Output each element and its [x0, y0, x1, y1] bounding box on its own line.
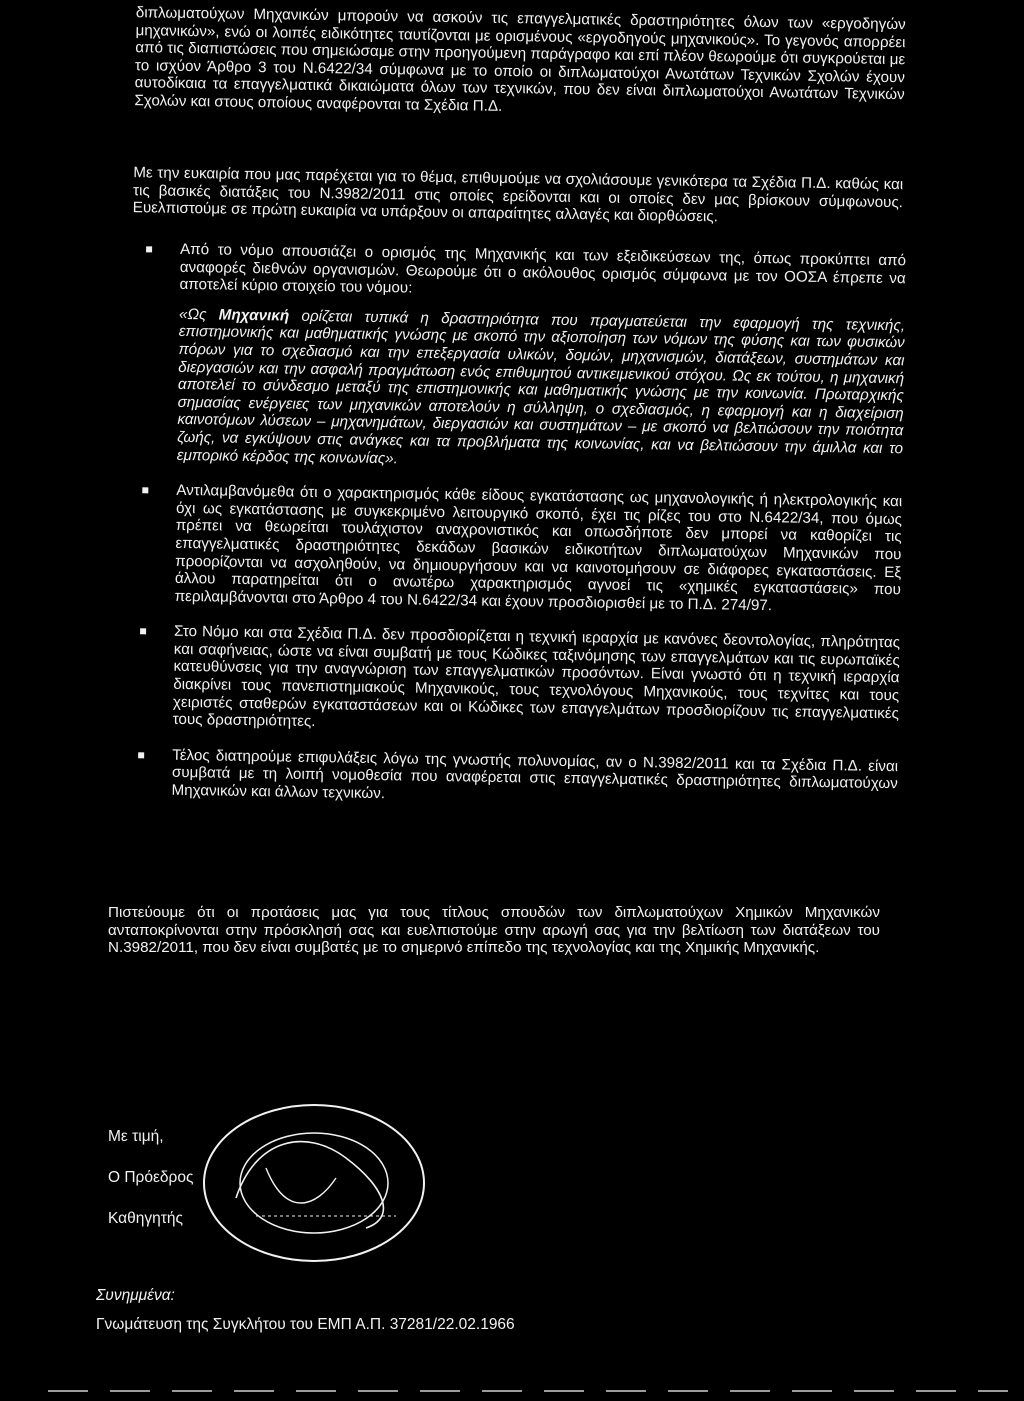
quote-term: Μηχανική — [218, 306, 290, 325]
bullet-text: Αντιλαμβανόμεθα ότι ο χαρακτηρισμός κάθε είδους εγκατάστασης ως μηχανολογικής ή ηλεκτρολογικής και όχι ως εγκατάστασης με συγκεκριμένο λειτουργικό σκοπό, έχει τις ρίζες του στο Ν.6422/34, που όμως πρέπει να θεωρείται τουλάχιστον αναχρονιστικός και οπωσδήποτε δεν μπορεί να καθορίζει τις επαγγελματικές δραστηριότητες δεκάδων βασικών ειδικοτήτων διπλωματούχων Μηχανικών που προορίζονται να ασχοληθούν, να δημιουργήσουν και να καινοτομήσουν σε διάφορες εγκαταστάσεις. Εξ άλλου παρατηρείται ότι ο ανωτέρω χαρακτηρισμός αγνοεί τις «χημικές εγκαταστάσεις» που περιλαμβάνονται στο Άρθρο 4 του Ν.6422/34 και έχουν προσδιορισθεί με το Π.Δ. 274/97. — [174, 481, 903, 614]
closing-paragraph: Πιστεύουμε ότι οι προτάσεις μας για τους τίτλους σπουδών των διπλωματούχων Χημικών Μηχανικών ανταποκρίνονται στην πρόσκλησή σας και ευελπιστούμε στην αρωγή σας για την βελτίωση των διατάξεων του Ν.3982/2011, που δεν είναι συμβατές με το σημερινό επίπεδο της τεχνολογίας και της Χημικής Μηχανικής. — [108, 904, 880, 957]
bullet-text: Στο Νόμο και στα Σχέδια Π.Δ. δεν προσδιορίζεται η τεχνική ιεραρχία με κανόνες δεοντολογίας, πληρότητας και σαφήνειας, ώστε να είναι συμβατή με τους Κώδικες ταξινόμησης των επαγγελμάτων και τις ευρωπαϊκές κατευθύνσεις για την αναγνώριση των επαγγελματικών προσόντων. Είναι γνωστό ότι η τεχνική ιεραρχία διακρίνει τους πανεπιστημιακούς Μηχανικούς, τους τεχνολόγους Μηχανικούς, τους τεχνίτες και τους χειριστές σταθερών εγκαταστάσεων και οι Κώδικες των επαγγελμάτων προσδιορίζουν τις επαγγελματικές τους δραστηριότητες. — [172, 623, 901, 731]
quote-open: «Ως — [178, 305, 219, 324]
top-paragraph: διπλωματούχων Μηχανικών μπορούν να ασκούν τις επαγγελματικές δραστηριότητες όλων των «εργοδηγών μηχανικών», ενώ οι λοιπές ειδικότητες ταυτίζονται με ορισμένους «εργοδηγούς μηχανικούς». Το γεγονός απορρέει από τις διαπιστώσεις που σημειώσαμε στην προηγούμενη παράγραφο και επί πλέον θεωρούμε ότι συγκρούεται με το ισχύον Άρθρο 3 του Ν.6422/34 σύμφωνα με το οποίο οι διπλωματούχοι Ανωτάτων Τεχνικών Σχολών έχουν αυτοδίκαια τα επαγγελματικά δικαιώματα όλων των τεχνικών, που δεν είναι διπλωματούχοι Ανωτάτων Τεχνικών Σχολών και στους οποίους αναφέρονται τα Σχέδια Π.Δ. — [134, 4, 906, 115]
bullet-marker-icon — [138, 752, 144, 758]
bullet-list — [137, 240, 906, 828]
signature-greeting: Με τιμή, — [108, 1128, 164, 1145]
university-stamp-icon — [196, 1098, 432, 1268]
bullet-item-hierarchy — [139, 623, 901, 740]
footer-divider — [48, 1389, 1008, 1393]
bullet-marker-icon — [142, 487, 148, 493]
bullet-item-definition — [143, 240, 906, 475]
bullet-item-reservations — [137, 746, 898, 811]
second-paragraph: Με την ευκαιρία που μας παρέχεται για το θέμα, επιθυμούμε να σχολιάσουμε γενικότερα τα Σχέδια Π.Δ. καθώς και τις βασικές διατάξεις του Ν.3982/2011 στις οποίες ερείδονται και οι οποίες δεν μας βρίσκουν σύμφωνους. Ευελπιστούμε σε πρώτη ευκαιρία να υπάρξουν οι απαραίτητες αλλαγές και διορθώσεις. — [132, 164, 904, 226]
quote-body: ορίζεται τυπικά η δραστηριότητα που πραγματεύεται την εφαρμογή της τεχνικής, επιστημονικής και μαθηματικής γνώσης με σκοπό την αξιοποίηση των νόμων της φύσης και των φυσικών πόρων για το σχεδιασμό και την επεξεργασία υλικών, δομών, μηχανισμών, διατάξεων, συστημάτων και διεργασιών και την ασφαλή πραγμάτωση ενός επιθυμητού αντικειμενικού στόχου. Ως εκ τούτου, η μηχανική αποτελεί το σύνδεσμο μεταξύ της επιστημονικής και μαθηματικής γνώσης με την κοινωνία. Πρωταρχικής σημασίας ενέργειες των μηχανικών αποτελούν η σύλληψη, ο σχεδιασμός, η εφαρμογή και η διαχείριση καινοτόμων λύσεων – μηχανημάτων, διεργασιών και συστημάτων – με σκοπό να βελτιώσουν την ποιότητα ζωής, να εγκύψουν στις ανάγκες και τα προβλήματα της κοινωνίας, και να βελτιώσουν την άμιλλα και το εμπορικό κέρδος της κοινωνίας». — [176, 307, 906, 467]
attachments-label: Συνημμένα: — [96, 1287, 175, 1304]
definition-quote — [177, 306, 905, 476]
bullet-text: Τέλος διατηρούμε επιφυλάξεις λόγω της γνωστής πολυνομίας, αν ο Ν.3982/2011 και τα Σχέδια Π.Δ. είναι συμβατά με τη λοιπή νομοθεσία που αναφέρεται στις επαγγελματικές δραστηριότητες διπλωματούχων Μηχανικών και άλλων τεχνικών. — [171, 746, 899, 803]
bullet-text: Από το νόμο απουσιάζει ο ορισμός της Μηχανικής και των εξειδικεύσεων της, όπως προκύπτει από αναφορές διεθνών οργανισμών. Θεωρούμε ότι ο ακόλουθος ορισμός σύμφωνα με τον ΟΟΣΑ έπρεπε να αποτελεί κύριο στοιχείο του νόμου: — [179, 240, 907, 297]
signature-block — [108, 1128, 193, 1251]
bullet-marker-icon — [140, 629, 146, 635]
attachments-text: Γνωμάτευση της Συγκλήτου του ΕΜΠ Α.Π. 37281/22.02.1966 — [96, 1316, 515, 1333]
bullet-marker-icon — [146, 246, 152, 252]
signature-role: Ο Πρόεδρος — [108, 1169, 194, 1186]
bullet-item-installations — [141, 481, 903, 616]
signature-title: Καθηγητής — [108, 1210, 183, 1227]
